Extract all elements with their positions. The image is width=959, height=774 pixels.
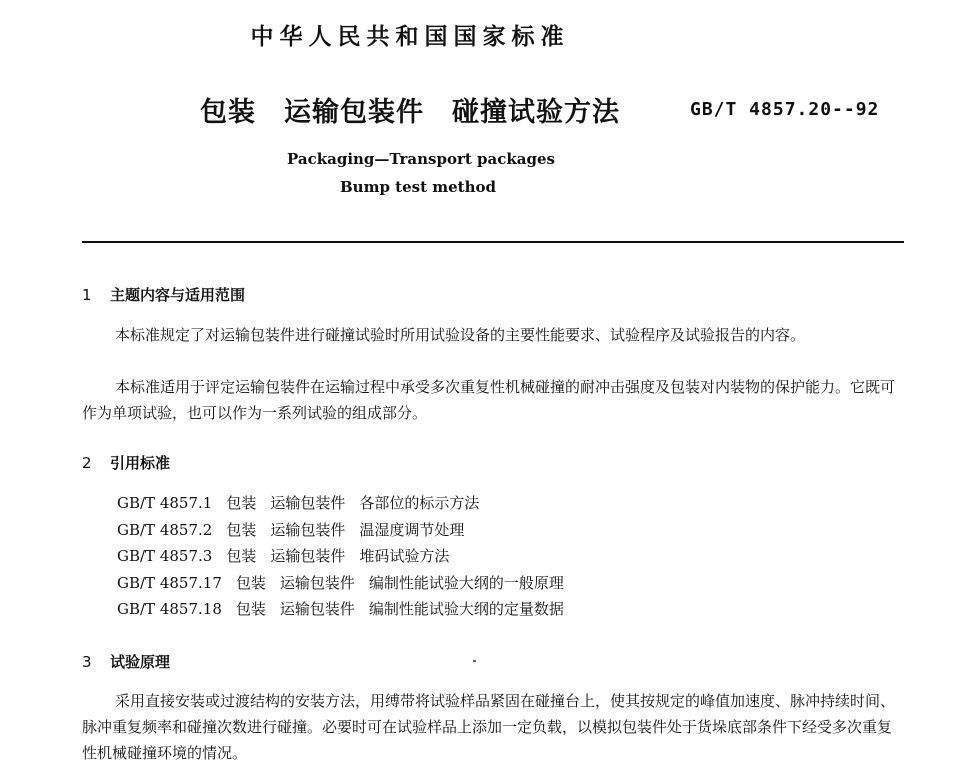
section-title: 试验原理 xyxy=(110,653,171,671)
reference-code: GB/T 4857.3 xyxy=(117,547,213,565)
reference-item-type: 运输包装件 xyxy=(270,494,346,512)
reference-code: GB/T 4857.1 xyxy=(117,494,213,512)
reference-pkg: 包装 xyxy=(226,547,257,565)
reference-pkg: 包装 xyxy=(235,573,266,592)
section-number: 1 xyxy=(82,286,92,304)
section-heading-1 xyxy=(82,284,245,305)
header-divider xyxy=(82,241,904,243)
reference-item xyxy=(117,596,564,623)
section-heading-3 xyxy=(82,651,170,672)
reference-code: GB/T 4857.17 xyxy=(117,573,222,592)
document-title: 包装 运输包装件 碰撞试验方法 xyxy=(200,97,620,128)
reference-name: 各部位的标示方法 xyxy=(359,494,480,512)
national-standard-heading: 中华人民共和国国家标准 xyxy=(250,24,570,50)
section-number: 2 xyxy=(82,454,92,472)
english-title-line1: Packaging—Transport packages xyxy=(287,150,555,168)
reference-item-type: 运输包装件 xyxy=(279,573,355,592)
reference-pkg: 包装 xyxy=(226,494,257,512)
standard-code: GB/T 4857.20--92 xyxy=(690,99,880,120)
section-title: 主题内容与适用范围 xyxy=(110,286,246,304)
reference-item-type: 运输包装件 xyxy=(270,520,346,539)
reference-name: 编制性能试验大纲的定量数据 xyxy=(368,600,564,618)
reference-item xyxy=(117,490,564,517)
reference-name: 堆码试验方法 xyxy=(359,547,450,565)
reference-name: 温湿度调节处理 xyxy=(359,520,465,539)
section-title: 引用标准 xyxy=(110,454,171,472)
reference-pkg: 包装 xyxy=(235,600,266,618)
paragraph: 本标准适用于评定运输包装件在运输过程中承受多次重复性机械碰撞的耐冲击强度及包装对内装物的保护能力。它既可作为单项试验，也可以作为一系列试验的组成部分。 xyxy=(82,378,896,422)
reference-name: 编制性能试验大纲的一般原理 xyxy=(368,573,564,592)
reference-code: GB/T 4857.2 xyxy=(117,520,213,539)
reference-list xyxy=(117,490,564,623)
reference-item-type: 运输包装件 xyxy=(279,600,355,618)
paragraph: 采用直接安装或过渡结构的安装方法，用缚带将试验样品紧固在碰撞台上，使其按规定的峰值加速度、脉冲持续时间、脉冲重复频率和碰撞次数进行碰撞。必要时可在试验样品上添加一定负载，以模拟包装件处于货垛底部条件下经受多次重复性机械碰撞环境的情况。 xyxy=(82,692,896,762)
reference-item xyxy=(117,570,564,597)
reference-item xyxy=(117,543,564,570)
paragraph: 本标准规定了对运输包装件进行碰撞试验时所用试验设备的主要性能要求、试验程序及试验报告的内容。 xyxy=(115,326,806,344)
reference-code: GB/T 4857.18 xyxy=(117,600,222,618)
english-title-line2: Bump test method xyxy=(340,178,496,196)
reference-item-type: 运输包装件 xyxy=(270,547,346,565)
reference-item xyxy=(117,517,564,544)
section-number: 3 xyxy=(82,653,92,671)
reference-pkg: 包装 xyxy=(226,520,257,539)
scan-speck xyxy=(473,660,476,662)
section-heading-2 xyxy=(82,452,170,473)
